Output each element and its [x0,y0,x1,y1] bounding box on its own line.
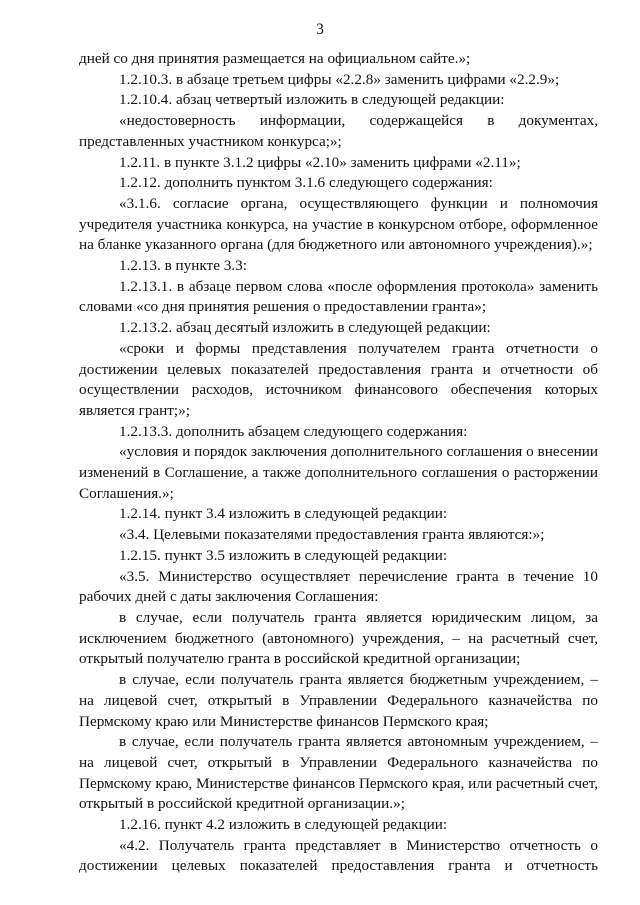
paragraph: в случае, если получатель гранта является бюджетным учреждением, – на лицевой счет, открытый в Управлении Федерального казначейства по Пермскому краю или Министерстве финансов Пермского края; [79,671,598,730]
paragraph: «условия и порядок заключения дополнительного соглашения о внесении изменений в Соглашение, а также дополнительного соглашения о расторжении Соглашения.»; [79,443,598,502]
paragraph: «3.5. Министерство осуществляет перечисление гранта в течение 10 рабочих дней с даты заключения Соглашения: [79,567,598,606]
paragraph: 1.2.10.3. в абзаце третьем цифры «2.2.8» заменить цифрами «2.2.9»; [119,70,560,88]
paragraph: 1.2.16. пункт 4.2 изложить в следующей редакции: [119,816,448,834]
paragraph: 1.2.13. в пункте 3.3: [119,257,247,275]
paragraph: «4.2. Получатель гранта представляет в Министерство отчетность о достижении целевых показателей предоставления гранта и отчетность [79,836,598,875]
paragraph: 1.2.13.1. в абзаце первом слова «после оформления протокола» заменить словами «со дня принятия решения о предоставлении гранта»; [79,277,598,316]
paragraph: 1.2.11. в пункте 3.1.2 цифры «2.10» заменить цифрами «2.11»; [119,153,521,171]
paragraph: 1.2.13.3. дополнить абзацем следующего содержания: [119,422,468,440]
paragraph: в случае, если получатель гранта является юридическим лицом, за исключением бюджетного (автономного) учреждения, – на расчетный счет, открытый получателю гранта в российской кредитной организации; [79,608,598,668]
paragraph: 1.2.12. дополнить пунктом 3.1.6 следующего содержания: [119,174,493,192]
paragraph: 1.2.14. пункт 3.4 изложить в следующей редакции: [119,505,448,523]
paragraph: 1.2.15. пункт 3.5 изложить в следующей редакции: [119,546,448,564]
paragraph: 1.2.10.4. абзац четвертый изложить в следующей редакции: [119,91,505,109]
paragraph: «3.1.6. согласие органа, осуществляющего функции и полномочия учредителя участника конкурса, на участие в конкурсном отборе, оформленное на бланке указанного органа (для бюджетного или автономного учреждения).»; [79,194,598,254]
document-body [79,49,598,877]
page-number: 3 [316,21,324,38]
paragraph: «недостоверность информации, содержащейся в документах, представленных участником конкурса;»; [79,112,598,150]
paragraph: «3.4. Целевыми показателями предоставления гранта являются:»; [119,526,545,544]
paragraph: в случае, если получатель гранта является автономным учреждением, – на лицевой счет, открытый в Управлении Федерального казначейства по Пермскому краю, Министерстве финансов Пермского края, или расчетный счет, открытый в российской кредитной организации.»; [79,733,598,813]
paragraph: дней со дня принятия размещается на официальном сайте.»; [79,50,471,67]
paragraph: 1.2.13.2. абзац десятый изложить в следующей редакции: [119,319,491,337]
paragraph: «сроки и формы представления получателем гранта отчетности о достижении целевых показателей предоставления гранта и отчетности об осуществлении расходов, источником финансового обеспечения которых является грант;»; [79,339,598,419]
